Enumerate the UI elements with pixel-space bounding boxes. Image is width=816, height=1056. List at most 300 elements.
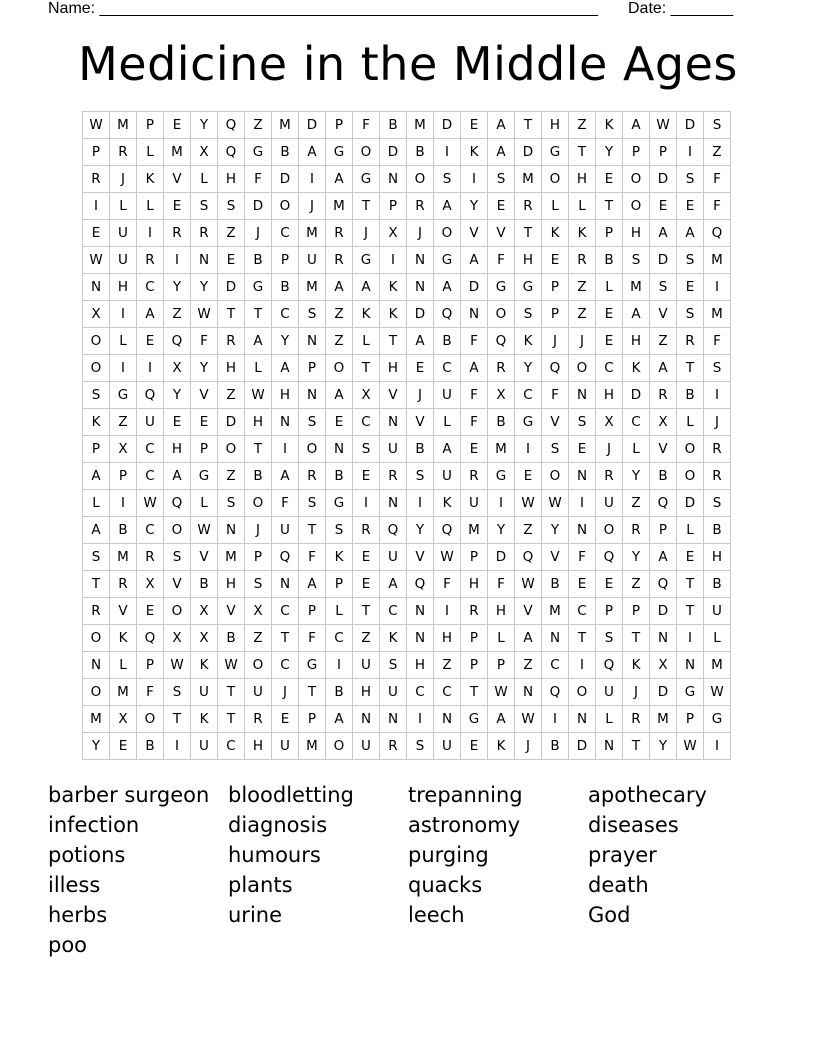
grid-cell[interactable]: F [461, 409, 488, 436]
grid-cell[interactable]: V [380, 382, 407, 409]
grid-cell[interactable]: K [569, 220, 596, 247]
grid-cell[interactable]: A [326, 166, 353, 193]
grid-cell[interactable]: E [164, 112, 191, 139]
grid-cell[interactable]: U [353, 733, 380, 760]
grid-cell[interactable]: E [515, 463, 542, 490]
grid-cell[interactable]: I [164, 247, 191, 274]
grid-cell[interactable]: I [515, 436, 542, 463]
grid-cell[interactable]: M [542, 598, 569, 625]
grid-cell[interactable]: T [218, 679, 245, 706]
grid-cell[interactable]: N [299, 382, 326, 409]
grid-cell[interactable]: U [245, 679, 272, 706]
grid-cell[interactable]: T [623, 625, 650, 652]
grid-cell[interactable]: N [380, 166, 407, 193]
grid-cell[interactable]: N [407, 247, 434, 274]
grid-cell[interactable]: N [650, 625, 677, 652]
grid-cell[interactable]: F [353, 112, 380, 139]
grid-cell[interactable]: E [353, 571, 380, 598]
grid-cell[interactable]: N [83, 652, 110, 679]
grid-cell[interactable]: S [218, 490, 245, 517]
grid-cell[interactable]: O [83, 328, 110, 355]
grid-cell[interactable]: S [407, 733, 434, 760]
grid-cell[interactable]: E [110, 733, 137, 760]
grid-cell[interactable]: E [596, 301, 623, 328]
grid-cell[interactable]: L [110, 193, 137, 220]
grid-cell[interactable]: E [650, 193, 677, 220]
grid-cell[interactable]: Y [623, 544, 650, 571]
grid-cell[interactable]: A [515, 625, 542, 652]
grid-cell[interactable]: E [191, 409, 218, 436]
grid-cell[interactable]: L [704, 625, 731, 652]
grid-cell[interactable]: I [488, 490, 515, 517]
grid-cell[interactable]: P [326, 571, 353, 598]
grid-cell[interactable]: T [353, 355, 380, 382]
grid-cell[interactable]: A [326, 274, 353, 301]
grid-cell[interactable]: G [515, 409, 542, 436]
grid-cell[interactable]: U [380, 544, 407, 571]
grid-cell[interactable]: S [326, 517, 353, 544]
grid-cell[interactable]: Q [515, 544, 542, 571]
grid-cell[interactable]: Y [596, 139, 623, 166]
grid-cell[interactable]: U [596, 679, 623, 706]
grid-cell[interactable]: V [542, 409, 569, 436]
grid-cell[interactable]: A [434, 193, 461, 220]
grid-cell[interactable]: A [353, 274, 380, 301]
grid-cell[interactable]: Q [488, 328, 515, 355]
grid-cell[interactable]: W [218, 652, 245, 679]
grid-cell[interactable]: B [326, 679, 353, 706]
grid-cell[interactable]: U [191, 679, 218, 706]
grid-cell[interactable]: S [569, 409, 596, 436]
grid-cell[interactable]: K [623, 355, 650, 382]
grid-cell[interactable]: O [299, 436, 326, 463]
grid-cell[interactable]: K [191, 652, 218, 679]
grid-cell[interactable]: A [83, 463, 110, 490]
grid-cell[interactable]: X [245, 598, 272, 625]
grid-cell[interactable]: T [353, 598, 380, 625]
grid-cell[interactable]: I [83, 193, 110, 220]
grid-cell[interactable]: C [272, 598, 299, 625]
grid-cell[interactable]: R [83, 598, 110, 625]
grid-cell[interactable]: H [245, 409, 272, 436]
grid-cell[interactable]: I [272, 436, 299, 463]
grid-cell[interactable]: V [110, 598, 137, 625]
grid-cell[interactable]: P [650, 139, 677, 166]
grid-cell[interactable]: C [380, 598, 407, 625]
grid-cell[interactable]: Z [650, 328, 677, 355]
grid-cell[interactable]: O [434, 220, 461, 247]
grid-cell[interactable]: D [218, 409, 245, 436]
grid-cell[interactable]: B [542, 733, 569, 760]
grid-cell[interactable]: J [407, 382, 434, 409]
grid-cell[interactable]: W [164, 652, 191, 679]
grid-cell[interactable]: C [326, 625, 353, 652]
grid-cell[interactable]: R [704, 436, 731, 463]
grid-cell[interactable]: M [110, 544, 137, 571]
grid-cell[interactable]: I [677, 625, 704, 652]
grid-cell[interactable]: O [272, 193, 299, 220]
grid-cell[interactable]: Y [191, 274, 218, 301]
grid-cell[interactable]: I [110, 301, 137, 328]
grid-cell[interactable]: I [110, 490, 137, 517]
grid-cell[interactable]: O [326, 733, 353, 760]
grid-cell[interactable]: U [272, 733, 299, 760]
grid-cell[interactable]: X [650, 652, 677, 679]
grid-cell[interactable]: L [83, 490, 110, 517]
grid-cell[interactable]: H [704, 544, 731, 571]
grid-cell[interactable]: L [434, 409, 461, 436]
grid-cell[interactable]: V [461, 220, 488, 247]
grid-cell[interactable]: V [164, 571, 191, 598]
grid-cell[interactable]: U [434, 733, 461, 760]
grid-cell[interactable]: K [380, 301, 407, 328]
grid-cell[interactable]: E [461, 112, 488, 139]
grid-cell[interactable]: N [218, 517, 245, 544]
grid-cell[interactable]: Y [623, 463, 650, 490]
grid-cell[interactable]: P [650, 517, 677, 544]
grid-cell[interactable]: E [596, 328, 623, 355]
grid-cell[interactable]: V [191, 382, 218, 409]
grid-cell[interactable]: S [596, 625, 623, 652]
grid-cell[interactable]: B [272, 274, 299, 301]
grid-cell[interactable]: L [191, 166, 218, 193]
grid-cell[interactable]: C [137, 463, 164, 490]
grid-cell[interactable]: L [596, 706, 623, 733]
grid-cell[interactable]: F [191, 328, 218, 355]
grid-cell[interactable]: F [488, 247, 515, 274]
grid-cell[interactable]: F [299, 544, 326, 571]
grid-cell[interactable]: B [272, 139, 299, 166]
grid-cell[interactable]: M [515, 166, 542, 193]
grid-cell[interactable]: N [272, 409, 299, 436]
grid-cell[interactable]: Z [569, 112, 596, 139]
grid-cell[interactable]: B [137, 733, 164, 760]
grid-cell[interactable]: I [542, 706, 569, 733]
grid-cell[interactable]: D [272, 166, 299, 193]
grid-cell[interactable]: D [488, 544, 515, 571]
grid-cell[interactable]: A [299, 571, 326, 598]
grid-cell[interactable]: V [515, 598, 542, 625]
grid-cell[interactable]: K [137, 166, 164, 193]
grid-cell[interactable]: Q [218, 139, 245, 166]
grid-cell[interactable]: N [461, 301, 488, 328]
grid-cell[interactable]: I [434, 139, 461, 166]
grid-cell[interactable]: X [488, 382, 515, 409]
grid-cell[interactable]: B [245, 247, 272, 274]
grid-cell[interactable]: Z [218, 220, 245, 247]
grid-cell[interactable]: F [704, 193, 731, 220]
grid-cell[interactable]: H [380, 355, 407, 382]
grid-cell[interactable]: M [218, 544, 245, 571]
grid-cell[interactable]: E [542, 247, 569, 274]
grid-cell[interactable]: R [623, 706, 650, 733]
grid-cell[interactable]: H [245, 733, 272, 760]
grid-cell[interactable]: H [434, 625, 461, 652]
grid-cell[interactable]: R [110, 571, 137, 598]
grid-cell[interactable]: W [704, 679, 731, 706]
grid-cell[interactable]: I [704, 274, 731, 301]
grid-cell[interactable]: R [353, 517, 380, 544]
grid-cell[interactable]: C [596, 355, 623, 382]
grid-cell[interactable]: P [137, 652, 164, 679]
grid-cell[interactable]: H [515, 247, 542, 274]
grid-cell[interactable]: K [380, 274, 407, 301]
grid-cell[interactable]: S [704, 490, 731, 517]
grid-cell[interactable]: H [110, 274, 137, 301]
grid-cell[interactable]: A [83, 517, 110, 544]
grid-cell[interactable]: R [650, 382, 677, 409]
grid-cell[interactable]: O [245, 490, 272, 517]
grid-cell[interactable]: R [137, 544, 164, 571]
grid-cell[interactable]: O [218, 436, 245, 463]
grid-cell[interactable]: B [326, 463, 353, 490]
grid-cell[interactable]: S [164, 679, 191, 706]
grid-cell[interactable]: T [380, 328, 407, 355]
grid-cell[interactable]: E [569, 571, 596, 598]
grid-cell[interactable]: T [272, 625, 299, 652]
grid-cell[interactable]: A [488, 139, 515, 166]
grid-cell[interactable]: D [434, 112, 461, 139]
grid-cell[interactable]: X [596, 409, 623, 436]
grid-cell[interactable]: E [596, 166, 623, 193]
grid-cell[interactable]: U [191, 733, 218, 760]
grid-cell[interactable]: X [110, 706, 137, 733]
grid-cell[interactable]: O [164, 517, 191, 544]
grid-cell[interactable]: I [704, 733, 731, 760]
grid-cell[interactable]: J [353, 220, 380, 247]
grid-cell[interactable]: G [704, 706, 731, 733]
grid-cell[interactable]: T [569, 139, 596, 166]
grid-cell[interactable]: J [569, 328, 596, 355]
grid-cell[interactable]: R [623, 517, 650, 544]
grid-cell[interactable]: N [326, 436, 353, 463]
grid-cell[interactable]: F [704, 166, 731, 193]
grid-cell[interactable]: R [407, 193, 434, 220]
grid-cell[interactable]: A [650, 355, 677, 382]
grid-cell[interactable]: F [542, 382, 569, 409]
grid-cell[interactable]: T [677, 571, 704, 598]
grid-cell[interactable]: U [353, 652, 380, 679]
grid-cell[interactable]: C [218, 733, 245, 760]
grid-cell[interactable]: P [110, 463, 137, 490]
grid-cell[interactable]: U [434, 382, 461, 409]
grid-cell[interactable]: Z [434, 652, 461, 679]
grid-cell[interactable]: A [488, 112, 515, 139]
grid-cell[interactable]: X [191, 139, 218, 166]
date-field[interactable]: Date: _______ [628, 0, 733, 17]
grid-cell[interactable]: B [704, 571, 731, 598]
grid-cell[interactable]: O [677, 463, 704, 490]
grid-cell[interactable]: W [245, 382, 272, 409]
grid-cell[interactable]: R [380, 733, 407, 760]
grid-cell[interactable]: K [623, 652, 650, 679]
grid-cell[interactable]: O [569, 679, 596, 706]
grid-cell[interactable]: Z [110, 409, 137, 436]
grid-cell[interactable]: U [434, 463, 461, 490]
grid-cell[interactable]: B [245, 463, 272, 490]
grid-cell[interactable]: F [137, 679, 164, 706]
grid-cell[interactable]: R [515, 193, 542, 220]
grid-cell[interactable]: X [83, 301, 110, 328]
grid-cell[interactable]: R [326, 247, 353, 274]
grid-cell[interactable]: V [650, 301, 677, 328]
grid-cell[interactable]: N [407, 625, 434, 652]
grid-cell[interactable]: C [515, 382, 542, 409]
grid-cell[interactable]: F [704, 328, 731, 355]
grid-cell[interactable]: B [488, 409, 515, 436]
grid-cell[interactable]: S [677, 301, 704, 328]
grid-cell[interactable]: E [677, 544, 704, 571]
grid-cell[interactable]: J [542, 328, 569, 355]
grid-cell[interactable]: N [677, 652, 704, 679]
grid-cell[interactable]: U [137, 409, 164, 436]
grid-cell[interactable]: Y [164, 382, 191, 409]
grid-cell[interactable]: C [137, 517, 164, 544]
grid-cell[interactable]: C [542, 652, 569, 679]
grid-cell[interactable]: Q [434, 517, 461, 544]
grid-cell[interactable]: G [326, 490, 353, 517]
grid-cell[interactable]: D [380, 139, 407, 166]
grid-cell[interactable]: Q [137, 382, 164, 409]
grid-cell[interactable]: A [677, 220, 704, 247]
grid-cell[interactable]: Y [407, 517, 434, 544]
grid-cell[interactable]: M [704, 652, 731, 679]
grid-cell[interactable]: Q [596, 544, 623, 571]
grid-cell[interactable]: A [434, 274, 461, 301]
grid-cell[interactable]: N [380, 490, 407, 517]
grid-cell[interactable]: S [407, 463, 434, 490]
grid-cell[interactable]: A [650, 544, 677, 571]
grid-cell[interactable]: A [326, 706, 353, 733]
grid-cell[interactable]: C [137, 436, 164, 463]
grid-cell[interactable]: J [245, 517, 272, 544]
grid-cell[interactable]: G [353, 166, 380, 193]
grid-cell[interactable]: G [461, 706, 488, 733]
grid-cell[interactable]: U [299, 247, 326, 274]
grid-cell[interactable]: E [164, 193, 191, 220]
grid-cell[interactable]: F [461, 328, 488, 355]
grid-cell[interactable]: W [434, 544, 461, 571]
grid-cell[interactable]: O [137, 706, 164, 733]
grid-cell[interactable]: U [380, 679, 407, 706]
grid-cell[interactable]: I [407, 490, 434, 517]
grid-cell[interactable]: G [245, 274, 272, 301]
grid-cell[interactable]: F [272, 490, 299, 517]
grid-cell[interactable]: V [218, 598, 245, 625]
grid-cell[interactable]: P [488, 652, 515, 679]
grid-cell[interactable]: D [461, 274, 488, 301]
grid-cell[interactable]: Q [272, 544, 299, 571]
grid-cell[interactable]: S [299, 301, 326, 328]
grid-cell[interactable]: X [164, 625, 191, 652]
grid-cell[interactable]: H [461, 571, 488, 598]
grid-cell[interactable]: P [596, 220, 623, 247]
grid-cell[interactable]: Q [164, 490, 191, 517]
grid-cell[interactable]: B [704, 517, 731, 544]
grid-cell[interactable]: Z [515, 517, 542, 544]
grid-cell[interactable]: Y [191, 112, 218, 139]
grid-cell[interactable]: O [488, 301, 515, 328]
grid-cell[interactable]: V [164, 166, 191, 193]
grid-cell[interactable]: F [569, 544, 596, 571]
grid-cell[interactable]: L [137, 193, 164, 220]
grid-cell[interactable]: O [569, 355, 596, 382]
grid-cell[interactable]: A [650, 220, 677, 247]
grid-cell[interactable]: I [704, 382, 731, 409]
grid-cell[interactable]: M [326, 193, 353, 220]
grid-cell[interactable]: Y [488, 517, 515, 544]
grid-cell[interactable]: C [137, 274, 164, 301]
grid-cell[interactable]: J [407, 220, 434, 247]
grid-cell[interactable]: G [245, 139, 272, 166]
grid-cell[interactable]: X [353, 382, 380, 409]
grid-cell[interactable]: V [407, 544, 434, 571]
grid-cell[interactable]: D [677, 490, 704, 517]
grid-cell[interactable]: G [191, 463, 218, 490]
grid-cell[interactable]: I [299, 166, 326, 193]
grid-cell[interactable]: N [407, 598, 434, 625]
grid-cell[interactable]: Y [650, 733, 677, 760]
grid-cell[interactable]: I [569, 490, 596, 517]
grid-cell[interactable]: U [380, 436, 407, 463]
grid-cell[interactable]: S [650, 274, 677, 301]
grid-cell[interactable]: E [218, 247, 245, 274]
grid-cell[interactable]: V [191, 544, 218, 571]
grid-cell[interactable]: H [272, 382, 299, 409]
grid-cell[interactable]: E [407, 355, 434, 382]
grid-cell[interactable]: K [515, 328, 542, 355]
grid-cell[interactable]: E [83, 220, 110, 247]
grid-cell[interactable]: W [515, 706, 542, 733]
grid-cell[interactable]: B [434, 328, 461, 355]
grid-cell[interactable]: T [569, 625, 596, 652]
grid-cell[interactable]: M [272, 112, 299, 139]
grid-cell[interactable]: S [218, 193, 245, 220]
grid-cell[interactable]: X [164, 355, 191, 382]
name-field[interactable]: Name: ________________________________________________________ [48, 0, 598, 17]
grid-cell[interactable]: M [299, 274, 326, 301]
grid-cell[interactable]: W [488, 679, 515, 706]
grid-cell[interactable]: W [83, 247, 110, 274]
grid-cell[interactable]: X [191, 625, 218, 652]
grid-cell[interactable]: L [191, 490, 218, 517]
grid-cell[interactable]: G [542, 139, 569, 166]
grid-cell[interactable]: E [461, 733, 488, 760]
grid-cell[interactable]: I [326, 652, 353, 679]
grid-cell[interactable]: K [83, 409, 110, 436]
grid-cell[interactable]: R [110, 139, 137, 166]
grid-cell[interactable]: E [164, 409, 191, 436]
grid-cell[interactable]: Z [623, 490, 650, 517]
grid-cell[interactable]: I [407, 706, 434, 733]
grid-cell[interactable]: N [272, 571, 299, 598]
grid-cell[interactable]: Q [704, 220, 731, 247]
grid-cell[interactable]: U [704, 598, 731, 625]
grid-cell[interactable]: C [272, 652, 299, 679]
grid-cell[interactable]: Z [704, 139, 731, 166]
grid-cell[interactable]: I [137, 220, 164, 247]
grid-cell[interactable]: T [515, 220, 542, 247]
grid-cell[interactable]: S [299, 490, 326, 517]
grid-cell[interactable]: E [596, 571, 623, 598]
grid-cell[interactable]: B [407, 139, 434, 166]
grid-cell[interactable]: Z [569, 274, 596, 301]
grid-cell[interactable]: E [326, 409, 353, 436]
grid-cell[interactable]: H [218, 355, 245, 382]
grid-cell[interactable]: J [623, 679, 650, 706]
grid-cell[interactable]: M [407, 112, 434, 139]
grid-cell[interactable]: R [461, 463, 488, 490]
